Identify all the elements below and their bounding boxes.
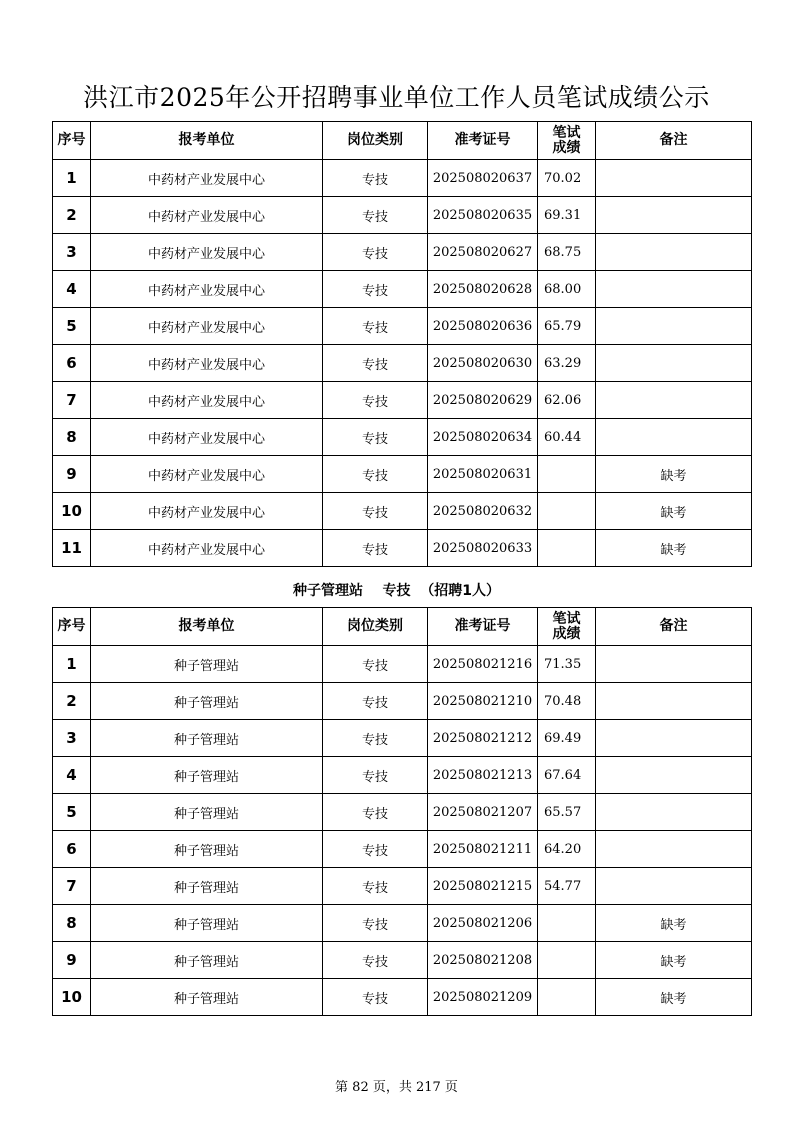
score-cell — [538, 942, 596, 979]
table-row — [53, 905, 752, 942]
ticket-cell: 202508020631 — [428, 456, 538, 493]
category-cell: 专技 — [323, 345, 428, 382]
header-score — [538, 122, 596, 160]
score-table-1 — [52, 121, 752, 567]
score-cell: 70.02 — [538, 160, 596, 197]
category-cell: 专技 — [323, 419, 428, 456]
unit-cell: 种子管理站 — [91, 905, 323, 942]
header-score-line2: 成绩 — [552, 625, 581, 642]
category-cell: 专技 — [323, 942, 428, 979]
ticket-cell: 202508021207 — [428, 794, 538, 831]
table-row — [53, 979, 752, 1016]
ticket-cell: 202508021213 — [428, 757, 538, 794]
header-remark: 备注 — [596, 608, 752, 646]
remark-cell — [596, 419, 752, 456]
table-row — [53, 493, 752, 530]
score-cell — [538, 979, 596, 1016]
category-cell: 专技 — [323, 160, 428, 197]
header-seq: 序号 — [53, 122, 91, 160]
seq-cell: 4 — [53, 757, 91, 794]
seq-cell: 8 — [53, 419, 91, 456]
ticket-cell: 202508021208 — [428, 942, 538, 979]
unit-cell: 种子管理站 — [91, 646, 323, 683]
remark-cell: 缺考 — [596, 456, 752, 493]
remark-cell — [596, 271, 752, 308]
score-cell: 62.06 — [538, 382, 596, 419]
remark-cell — [596, 160, 752, 197]
category-cell: 专技 — [323, 234, 428, 271]
category-cell: 专技 — [323, 831, 428, 868]
unit-cell: 种子管理站 — [91, 683, 323, 720]
seq-cell: 1 — [53, 646, 91, 683]
table-row — [53, 160, 752, 197]
table-row — [53, 757, 752, 794]
ticket-cell: 202508020630 — [428, 345, 538, 382]
category-cell: 专技 — [323, 197, 428, 234]
remark-cell — [596, 720, 752, 757]
unit-cell: 中药材产业发展中心 — [91, 530, 323, 567]
unit-cell: 种子管理站 — [91, 720, 323, 757]
ticket-cell: 202508021212 — [428, 720, 538, 757]
category-cell: 专技 — [323, 382, 428, 419]
remark-cell — [596, 683, 752, 720]
seq-cell: 2 — [53, 683, 91, 720]
seq-cell: 4 — [53, 271, 91, 308]
unit-cell: 种子管理站 — [91, 942, 323, 979]
unit-cell: 中药材产业发展中心 — [91, 197, 323, 234]
unit-cell: 中药材产业发展中心 — [91, 493, 323, 530]
score-cell: 65.79 — [538, 308, 596, 345]
score-cell: 65.57 — [538, 794, 596, 831]
score-cell: 54.77 — [538, 868, 596, 905]
category-cell: 专技 — [323, 794, 428, 831]
category-cell: 专技 — [323, 271, 428, 308]
unit-cell: 种子管理站 — [91, 757, 323, 794]
table-row — [53, 382, 752, 419]
category-cell: 专技 — [323, 493, 428, 530]
seq-cell: 10 — [53, 493, 91, 530]
remark-cell — [596, 794, 752, 831]
header-category: 岗位类别 — [323, 608, 428, 646]
header-score-line2: 成绩 — [552, 139, 581, 156]
header-score — [538, 608, 596, 646]
header-ticket: 准考证号 — [428, 122, 538, 160]
seq-cell: 9 — [53, 942, 91, 979]
table-row — [53, 868, 752, 905]
seq-cell: 3 — [53, 234, 91, 271]
remark-cell — [596, 234, 752, 271]
table-row — [53, 794, 752, 831]
unit-cell: 中药材产业发展中心 — [91, 456, 323, 493]
seq-cell: 2 — [53, 197, 91, 234]
category-cell: 专技 — [323, 757, 428, 794]
remark-cell — [596, 831, 752, 868]
ticket-cell: 202508020632 — [428, 493, 538, 530]
seq-cell: 9 — [53, 456, 91, 493]
score-table-2 — [52, 607, 752, 1016]
unit-cell: 种子管理站 — [91, 979, 323, 1016]
header-unit: 报考单位 — [91, 608, 323, 646]
score-cell — [538, 456, 596, 493]
unit-cell: 种子管理站 — [91, 868, 323, 905]
ticket-cell: 202508020627 — [428, 234, 538, 271]
seq-cell: 3 — [53, 720, 91, 757]
table-header-row — [53, 122, 752, 160]
ticket-cell: 202508020637 — [428, 160, 538, 197]
ticket-cell: 202508021210 — [428, 683, 538, 720]
seq-cell: 6 — [53, 831, 91, 868]
score-cell — [538, 493, 596, 530]
seq-cell: 1 — [53, 160, 91, 197]
page-footer: 第 82 页，共 217 页 — [335, 1080, 458, 1095]
table-row — [53, 234, 752, 271]
remark-cell: 缺考 — [596, 493, 752, 530]
ticket-cell: 202508020634 — [428, 419, 538, 456]
ticket-cell: 202508020628 — [428, 271, 538, 308]
unit-cell: 种子管理站 — [91, 831, 323, 868]
remark-cell — [596, 308, 752, 345]
score-cell: 63.29 — [538, 345, 596, 382]
remark-cell — [596, 646, 752, 683]
page-title: 洪江市2025年公开招聘事业单位工作人员笔试成绩公示 — [83, 83, 710, 112]
table-row — [53, 308, 752, 345]
unit-cell: 中药材产业发展中心 — [91, 419, 323, 456]
table-header-row — [53, 608, 752, 646]
table-row — [53, 271, 752, 308]
table-row — [53, 942, 752, 979]
table-row — [53, 683, 752, 720]
table-row — [53, 456, 752, 493]
ticket-cell: 202508020636 — [428, 308, 538, 345]
ticket-cell: 202508020629 — [428, 382, 538, 419]
unit-cell: 中药材产业发展中心 — [91, 271, 323, 308]
ticket-cell: 202508021206 — [428, 905, 538, 942]
header-ticket: 准考证号 — [428, 608, 538, 646]
score-cell: 69.49 — [538, 720, 596, 757]
category-cell: 专技 — [323, 456, 428, 493]
score-cell: 71.35 — [538, 646, 596, 683]
category-cell: 专技 — [323, 308, 428, 345]
score-cell — [538, 905, 596, 942]
unit-cell: 中药材产业发展中心 — [91, 308, 323, 345]
category-cell: 专技 — [323, 868, 428, 905]
remark-cell: 缺考 — [596, 905, 752, 942]
unit-cell: 中药材产业发展中心 — [91, 345, 323, 382]
header-score-line1: 笔试 — [552, 124, 581, 141]
unit-cell: 中药材产业发展中心 — [91, 234, 323, 271]
score-table-1-body — [53, 160, 752, 567]
section-heading: 种子管理站 专技 （招聘1人） — [293, 583, 500, 599]
category-cell: 专技 — [323, 683, 428, 720]
seq-cell: 7 — [53, 868, 91, 905]
ticket-cell: 202508021216 — [428, 646, 538, 683]
remark-cell: 缺考 — [596, 942, 752, 979]
table-row — [53, 646, 752, 683]
header-unit: 报考单位 — [91, 122, 323, 160]
category-cell: 专技 — [323, 720, 428, 757]
remark-cell: 缺考 — [596, 530, 752, 567]
seq-cell: 5 — [53, 308, 91, 345]
header-remark: 备注 — [596, 122, 752, 160]
table-row — [53, 197, 752, 234]
table-row — [53, 831, 752, 868]
header-seq: 序号 — [53, 608, 91, 646]
unit-cell: 中药材产业发展中心 — [91, 160, 323, 197]
remark-cell: 缺考 — [596, 979, 752, 1016]
score-cell: 67.64 — [538, 757, 596, 794]
score-cell — [538, 530, 596, 567]
score-cell: 68.75 — [538, 234, 596, 271]
unit-cell: 中药材产业发展中心 — [91, 382, 323, 419]
category-cell: 专技 — [323, 905, 428, 942]
remark-cell — [596, 868, 752, 905]
remark-cell — [596, 345, 752, 382]
seq-cell: 10 — [53, 979, 91, 1016]
score-table-2-body — [53, 646, 752, 1016]
table-row — [53, 530, 752, 567]
ticket-cell: 202508021209 — [428, 979, 538, 1016]
remark-cell — [596, 197, 752, 234]
score-cell: 68.00 — [538, 271, 596, 308]
table-row — [53, 720, 752, 757]
ticket-cell: 202508020635 — [428, 197, 538, 234]
seq-cell: 6 — [53, 345, 91, 382]
remark-cell — [596, 382, 752, 419]
score-cell: 60.44 — [538, 419, 596, 456]
header-category: 岗位类别 — [323, 122, 428, 160]
table-row — [53, 345, 752, 382]
seq-cell: 11 — [53, 530, 91, 567]
score-cell: 64.20 — [538, 831, 596, 868]
category-cell: 专技 — [323, 646, 428, 683]
seq-cell: 8 — [53, 905, 91, 942]
category-cell: 专技 — [323, 979, 428, 1016]
ticket-cell: 202508021211 — [428, 831, 538, 868]
category-cell: 专技 — [323, 530, 428, 567]
remark-cell — [596, 757, 752, 794]
score-cell: 69.31 — [538, 197, 596, 234]
seq-cell: 7 — [53, 382, 91, 419]
score-cell: 70.48 — [538, 683, 596, 720]
unit-cell: 种子管理站 — [91, 794, 323, 831]
ticket-cell: 202508020633 — [428, 530, 538, 567]
ticket-cell: 202508021215 — [428, 868, 538, 905]
table-row — [53, 419, 752, 456]
seq-cell: 5 — [53, 794, 91, 831]
header-score-line1: 笔试 — [552, 610, 581, 627]
